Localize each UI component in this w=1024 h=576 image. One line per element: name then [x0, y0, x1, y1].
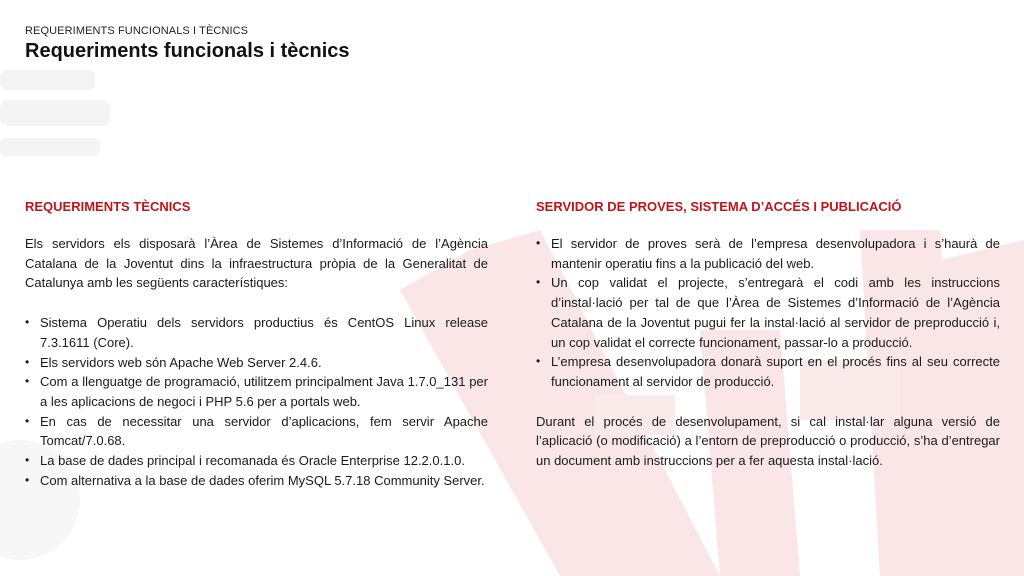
- bullet-icon: •: [25, 413, 30, 428]
- list-item: [536, 352, 1000, 391]
- list-item-text: La base de dades principal i recomanada és Oracle Enterprise 12.2.0.1.0.: [40, 453, 465, 469]
- list-item: [25, 313, 488, 352]
- list-item-text: L’empresa desenvolupadora donarà suport en el procés fins al seu correcte funcionament al servidor de producció.: [551, 354, 1000, 389]
- left-column-intro: Els servidors els disposarà l’Àrea de Sistemes d’Informació de l’Agència Catalana de la Joventut dins la infraestructura pròpia de la Generalitat de Catalunya amb les següents característiques:: [25, 236, 488, 291]
- list-item-text: Sistema Operatiu dels servidors productius és CentOS Linux release 7.3.1611 (Core).: [40, 315, 488, 350]
- list-item-text: Un cop validat el projecte, s’entregarà el codi amb les instruccions d’instal·lació per tal de que l’Àrea de Sistemes d’Informació de l’Agència Catalana de la Joventut pugui fer la instal·lació al servidor de preproducció i, un cop validat el correcte funcionament, passar-lo a producció.: [551, 275, 1000, 350]
- right-column: [536, 197, 1000, 491]
- bullet-icon: •: [25, 315, 30, 330]
- bullet-icon: •: [25, 472, 30, 487]
- list-item-text: En cas de necessitar una servidor d’aplicacions, fem servir Apache Tomcat/7.0.68.: [40, 413, 488, 449]
- slide-title: Requeriments funcionals i tècnics: [25, 40, 350, 62]
- list-item: [25, 471, 488, 491]
- list-item: [25, 412, 488, 451]
- left-column-heading: REQUERIMENTS TÈCNICS: [25, 199, 191, 214]
- list-item-text: Com a llenguatge de programació, utilitzem principalment Java 1.7.0_131 per a les aplicacions de negoci i PHP 5.6 per a portals web.: [40, 374, 488, 409]
- bullet-icon: •: [536, 354, 541, 369]
- right-column-closing: Durant el procés de desenvolupament, si cal instal·lar alguna versió de l’aplicació (o modificació) a l’entorn de preproducció o producció, s’ha d’entregar un document amb instruccions per a fer aquesta instal·lació.: [536, 413, 1000, 469]
- bullet-icon: •: [25, 453, 30, 468]
- list-item: [536, 234, 1000, 273]
- slide-subtitle: REQUERIMENTS FUNCIONALS I TÈCNICS: [25, 25, 249, 37]
- bullet-icon: •: [536, 275, 541, 290]
- list-item: [25, 451, 488, 471]
- list-item-text: Com alternativa a la base de dades oferim MySQL 5.7.18 Community Server.: [40, 472, 485, 488]
- list-item: [25, 372, 488, 411]
- list-item-text: Els servidors web són Apache Web Server 2.4.6.: [40, 354, 322, 370]
- bullet-icon: •: [25, 374, 30, 389]
- right-column-heading: SERVIDOR DE PROVES, SISTEMA D’ACCÉS I PUBLICACIÓ: [536, 199, 902, 214]
- bullet-icon: •: [25, 354, 30, 369]
- list-item-text: El servidor de proves serà de l’empresa desenvolupadora i s’haurà de mantenir operatiu fins a la publicació del web.: [551, 236, 1000, 271]
- list-item: [536, 273, 1000, 352]
- list-item: [25, 353, 488, 373]
- left-column-bullet-list: [25, 313, 488, 490]
- right-column-bullet-list: [536, 234, 1000, 392]
- left-column: [25, 197, 488, 510]
- bullet-icon: •: [536, 236, 541, 250]
